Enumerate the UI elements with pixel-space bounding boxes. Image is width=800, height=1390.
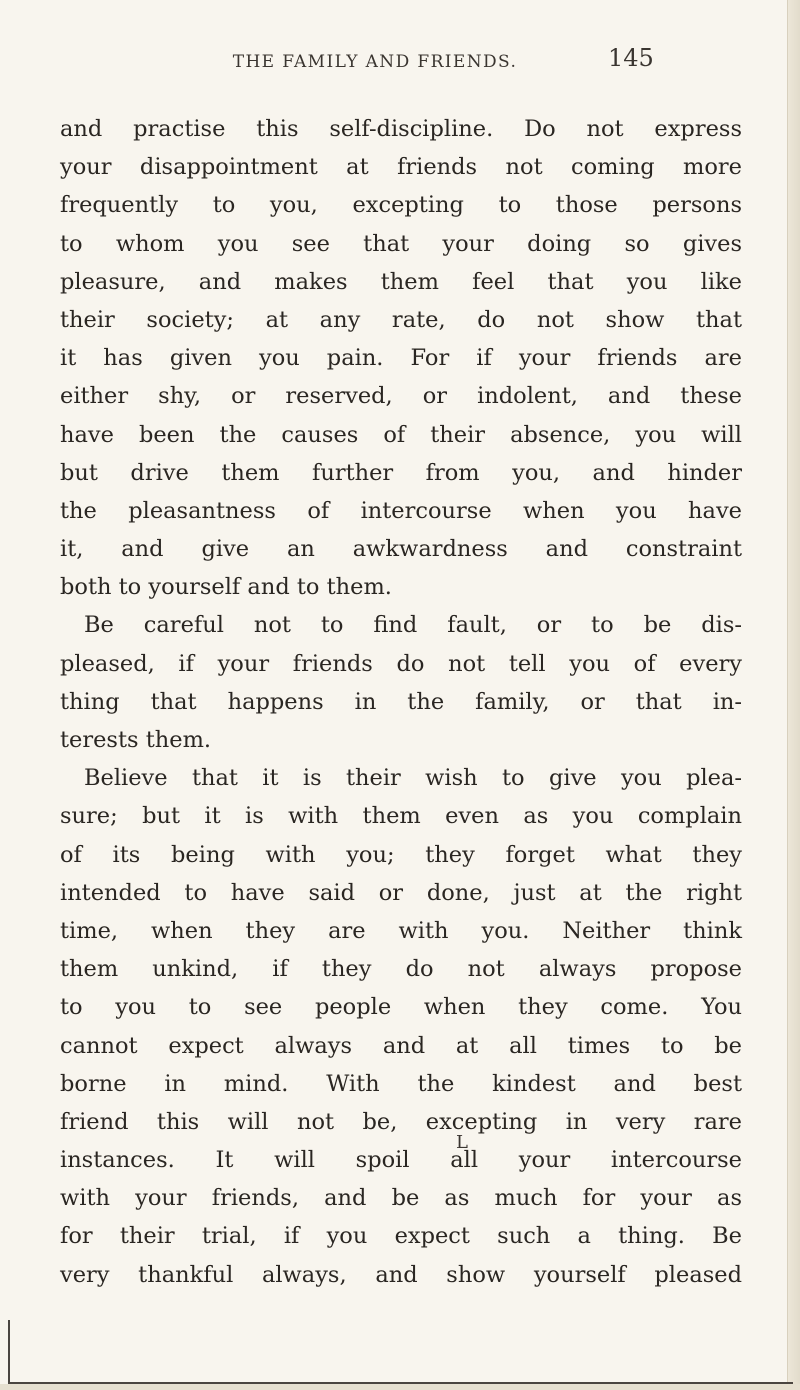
body-text bbox=[60, 110, 742, 1294]
text-line: pleased, if your friends do not tell you of every bbox=[60, 650, 742, 677]
text-line: borne in mind. With the kindest and best bbox=[60, 1070, 742, 1097]
text-line: but drive them further from you, and hinder bbox=[60, 459, 742, 486]
text-line: pleasure, and makes them feel that you like bbox=[60, 268, 742, 295]
text-line: thing that happens in the family, or that in- bbox=[60, 688, 742, 715]
text-line: of its being with you; they forget what they bbox=[60, 841, 742, 868]
scan-border-horizontal bbox=[8, 1382, 793, 1384]
text-line: cannot expect always and at all times to be bbox=[60, 1032, 742, 1059]
text-line: terests them. bbox=[60, 727, 212, 753]
text-line: to whom you see that your doing so gives bbox=[60, 230, 742, 257]
text-line: Be careful not to find fault, or to be dis- bbox=[84, 612, 742, 639]
text-line: to you to see people when they come. You bbox=[60, 994, 742, 1021]
text-line: friend this will not be, excepting in very rare bbox=[60, 1108, 742, 1135]
text-line: sure; but it is with them even as you complain bbox=[60, 803, 742, 830]
text-line: time, when they are with you. Neither think bbox=[60, 917, 742, 944]
text-line: with your friends, and be as much for your as bbox=[60, 1185, 742, 1212]
text-line: have been the causes of their absence, you will bbox=[60, 421, 742, 448]
text-line: very thankful always, and show yourself pleased bbox=[60, 1261, 742, 1288]
text-line: it, and give an awkwardness and constraint bbox=[60, 536, 742, 563]
text-line: your disappointment at friends not coming more bbox=[60, 154, 742, 181]
text-line: frequently to you, excepting to those persons bbox=[60, 192, 742, 219]
text-line: and practise this self-discipline. Do not express bbox=[60, 116, 742, 142]
text-line: both to yourself and to them. bbox=[60, 574, 392, 601]
scan-border-vertical bbox=[8, 1320, 10, 1384]
text-line: Believe that it is their wish to give you plea- bbox=[84, 765, 742, 792]
text-line: their society; at any rate, do not show that bbox=[60, 306, 742, 333]
text-line: intended to have said or done, just at the right bbox=[60, 879, 742, 906]
text-line: for their trial, if you expect such a thing. Be bbox=[60, 1223, 742, 1250]
page-edge-right bbox=[787, 0, 800, 1390]
page-edge-bottom bbox=[0, 1384, 800, 1390]
text-line: instances. It will spoil all your intercourse bbox=[60, 1147, 742, 1174]
running-head: THE FAMILY AND FRIENDS. bbox=[232, 52, 518, 72]
text-line: them unkind, if they do not always propose bbox=[60, 956, 742, 983]
page-number: 145 bbox=[608, 44, 654, 72]
text-line: it has given you pain. For if your friends are bbox=[60, 345, 742, 372]
text-line: either shy, or reserved, or indolent, and these bbox=[60, 383, 742, 410]
signature-mark: L bbox=[456, 1132, 468, 1153]
text-line: the pleasantness of intercourse when you have bbox=[60, 497, 742, 524]
